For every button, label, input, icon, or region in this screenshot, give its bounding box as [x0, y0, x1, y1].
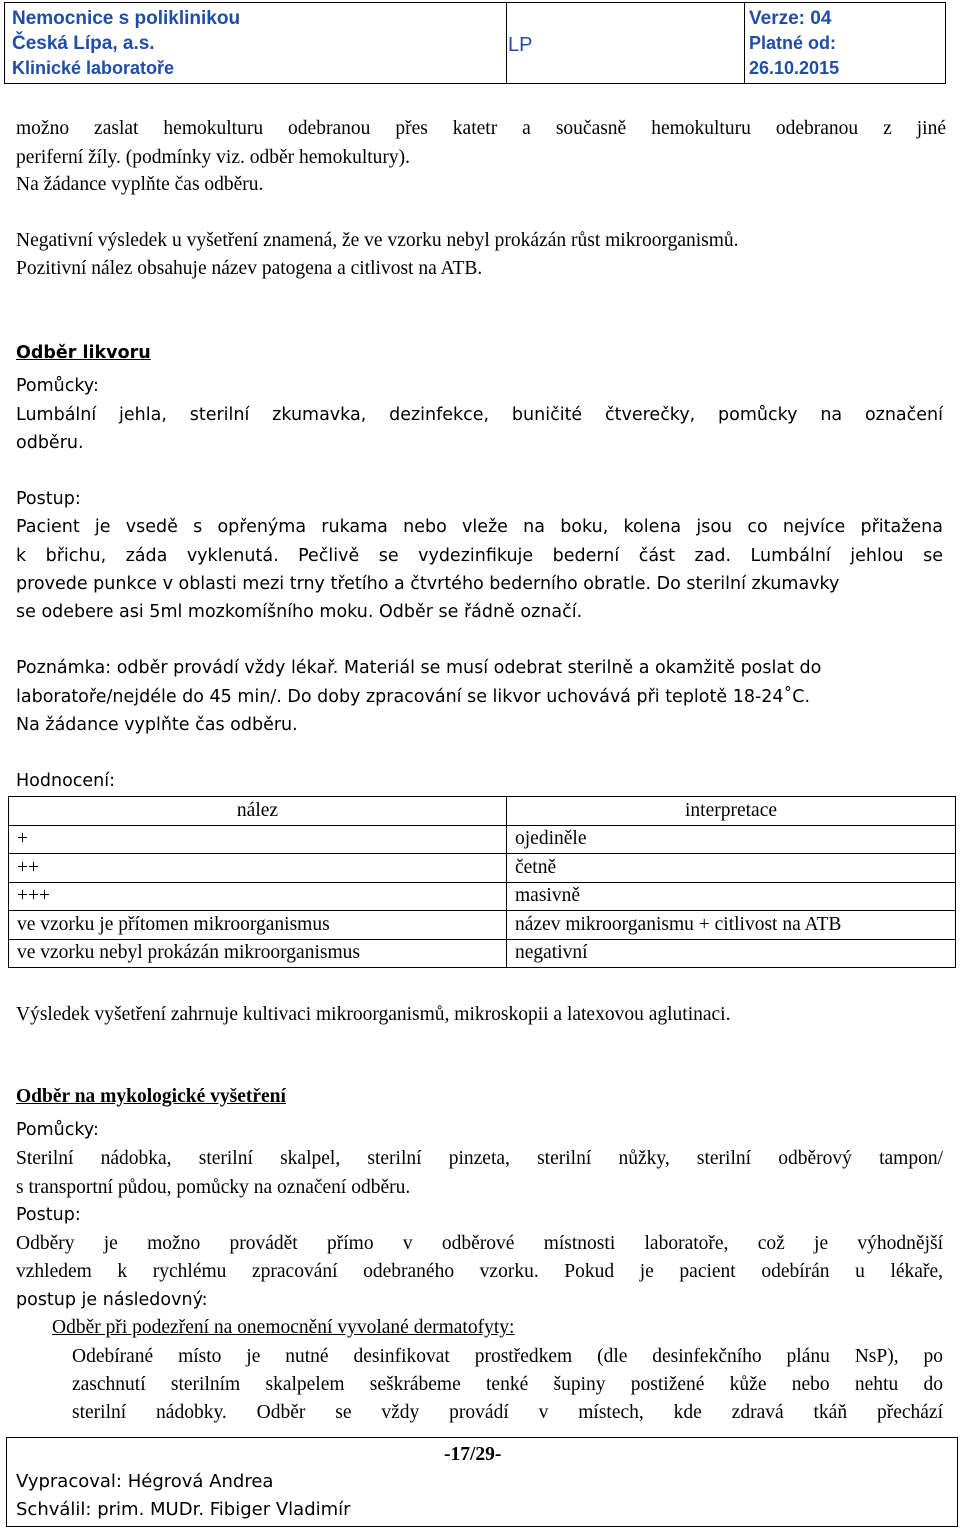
valid-from-date: 26.10.2015: [749, 58, 840, 78]
table-row: [9, 882, 956, 911]
header-divider: [506, 2, 507, 84]
organization-block: [12, 6, 240, 81]
table-row: [9, 939, 956, 968]
finding-cell: ve vzorku je přítomen mikroorganismus: [9, 911, 507, 940]
note-text: Poznámka: odběr provádí vždy lékař. Materiál se musí odebrat sterilně a okamžitě poslat do: [16, 658, 822, 678]
finding-cell: ++: [9, 854, 507, 883]
section-title: Odběr likvoru: [16, 343, 151, 363]
tools-text: Lumbální jehla, sterilní zkumavka, dezinfekce, buničité čtverečky, pomůcky na označení: [16, 405, 943, 425]
intro-line: periferní žíly. (podmínky viz. odběr hemokultury).: [16, 147, 411, 168]
intro-line: možno zaslat hemokulturu odebranou přes katetr a současně hemokulturu odebranou z jiné: [16, 118, 946, 139]
procedure-text: postup je následovný:: [16, 1290, 208, 1310]
tools-text: s transportní půdou, pomůcky na označení odběru.: [16, 1177, 411, 1198]
result-text: Výsledek vyšetření zahrnuje kultivaci mikroorganismů, mikroskopii a latexovou aglutinaci.: [16, 1004, 731, 1025]
section-title: Odběr na mykologické vyšetření: [16, 1086, 286, 1107]
header-divider: [744, 2, 745, 84]
tools-text: Sterilní nádobka, sterilní skalpel, sterilní pinzeta, sterilní nůžky, sterilní odběrový tampon/: [16, 1148, 943, 1169]
approved-by: Schválil: prim. MUDr. Fibiger Vladimír: [16, 1499, 351, 1520]
intro-line: Pozitivní nález obsahuje název patogena a citlivost na ATB.: [16, 258, 483, 279]
interpretation-cell: název mikroorganismu + citlivost na ATB: [507, 911, 956, 940]
note-text: Na žádance vyplňte čas odběru.: [16, 715, 298, 735]
subsection-text: sterilní nádobky. Odběr se vždy provádí v místech, kde zdravá tkáň přechází: [72, 1402, 943, 1423]
finding-cell: ve vzorku nebyl prokázán mikroorganismus: [9, 939, 507, 968]
procedure-text: se odebere asi 5ml mozkomíšního moku. Odběr se řádně označí.: [16, 602, 583, 622]
tools-text: odběru.: [16, 433, 84, 453]
procedure-text: provede punkce v oblasti mezi trny třetího a čtvrtého bederního obratle. Do sterilní zkumavky: [16, 574, 840, 594]
table-row: [9, 825, 956, 854]
interpretation-cell: masivně: [507, 882, 956, 911]
page-number: -17/29-: [444, 1444, 502, 1465]
column-header-finding: nález: [9, 797, 507, 826]
tools-label: Pomůcky:: [16, 376, 99, 396]
finding-cell: +: [9, 825, 507, 854]
version-block: [749, 6, 839, 81]
procedure-text: Odběry je možno provádět přímo v odběrové místnosti laboratoře, což je výhodnější: [16, 1233, 943, 1254]
column-header-interpretation: interpretace: [507, 797, 956, 826]
table-header-row: [9, 797, 956, 826]
organization-city: Česká Lípa, a.s.: [12, 33, 155, 54]
intro-line: Negativní výsledek u vyšetření znamená, že ve vzorku nebyl prokázán růst mikroorganismů.: [16, 230, 739, 251]
table-row: [9, 911, 956, 940]
table-row: [9, 854, 956, 883]
procedure-label: Postup:: [16, 489, 81, 509]
document-code: LP: [508, 34, 533, 56]
procedure-text: vzhledem k rychlému zpracování odebraného vzorku. Pokud je pacient odebírán u lékaře,: [16, 1261, 943, 1282]
finding-cell: +++: [9, 882, 507, 911]
version-label: Verze: 04: [749, 8, 832, 29]
interpretation-cell: negativní: [507, 939, 956, 968]
subsection-text: zaschnutí sterilním skalpelem seškrábeme tenké šupiny postižené kůže nebo nehtu do: [72, 1374, 943, 1395]
subsection-text: Odebírané místo je nutné desinfikovat prostředkem (dle desinfekčního plánu NsP), po: [72, 1346, 943, 1367]
procedure-label: Postup:: [16, 1205, 81, 1225]
note-text: laboratoře/nejdéle do 45 min/. Do doby zpracování se likvor uchovává při teplotě 18-24˚C.: [16, 687, 811, 707]
interpretation-cell: ojediněle: [507, 825, 956, 854]
evaluation-label: Hodnocení:: [16, 771, 116, 791]
organization-name: Nemocnice s poliklinikou: [12, 8, 241, 29]
procedure-text: k břichu, záda vyklenutá. Pečlivě se vydezinfikuje bederní část zad. Lumbální jehlou se: [16, 546, 943, 566]
prepared-by: Vypracoval: Hégrová Andrea: [16, 1471, 274, 1492]
evaluation-table: [8, 796, 956, 968]
intro-line: Na žádance vyplňte čas odběru.: [16, 174, 264, 195]
department-name: Klinické laboratoře: [12, 58, 175, 78]
subsection-title: Odběr při podezření na onemocnění vyvolané dermatofyty:: [52, 1317, 515, 1338]
tools-label: Pomůcky:: [16, 1120, 99, 1140]
interpretation-cell: četně: [507, 854, 956, 883]
procedure-text: Pacient je vsedě s opřenýma rukama nebo vleže na boku, kolena jsou co nejvíce přitažena: [16, 517, 943, 537]
valid-from-label: Platné od:: [749, 33, 837, 53]
